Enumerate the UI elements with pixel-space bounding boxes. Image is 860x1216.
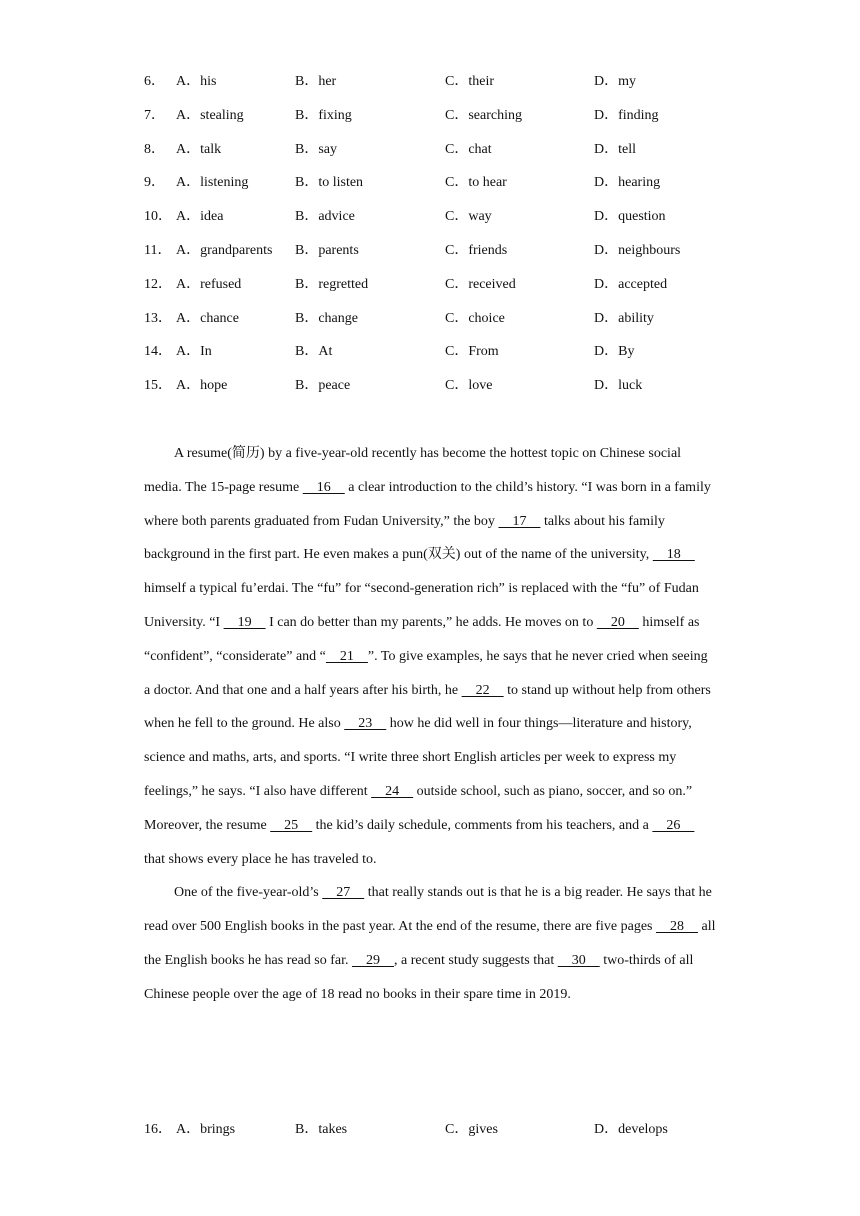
- option-d: D．finding: [594, 107, 659, 123]
- passage-paragraph-1: [144, 437, 716, 876]
- option-d: D．develops: [594, 1122, 668, 1137]
- option-c: C．their: [445, 74, 494, 89]
- question-number: 13．: [144, 310, 172, 326]
- option-c: C．searching: [445, 107, 522, 123]
- option-b: B．change: [295, 310, 358, 326]
- option-a: A．hope: [176, 378, 228, 394]
- passage-text: the kid’s daily schedule, comments from his teachers, and a: [312, 817, 653, 833]
- passage-text: all the English books he has read so far.: [144, 919, 716, 968]
- option-d: D．ability: [594, 310, 654, 326]
- question-number: 6．: [144, 74, 165, 89]
- option-d: D．hearing: [594, 175, 661, 191]
- option-b: B．regretted: [295, 276, 369, 292]
- option-a: A．idea: [176, 209, 224, 225]
- answer-blank: 27: [322, 885, 365, 901]
- answer-blank: 26: [652, 817, 695, 833]
- option-b: B．peace: [295, 378, 351, 394]
- answer-blank: 22: [461, 682, 504, 698]
- question-number: 9．: [144, 175, 165, 191]
- option-b: B．say: [295, 141, 337, 157]
- option-c: C．to hear: [445, 175, 507, 191]
- passage-text: I can do better than my parents,” he adds. He moves on to: [265, 614, 597, 630]
- option-c: C．gives: [445, 1122, 498, 1137]
- reading-passage: [144, 437, 716, 1012]
- passage-text: A resume(简历) by a five-year-old recently has become the hottest topic on Chinese social media. The 15-page resume: [144, 446, 682, 495]
- option-c: C．From: [445, 344, 499, 360]
- option-a: A．grandparents: [176, 243, 273, 258]
- option-a: A．refused: [176, 276, 242, 292]
- question-number: 7．: [144, 107, 165, 123]
- option-a: A．his: [176, 74, 217, 89]
- passage-text: to stand up without help from others when he fell to the ground. He also: [144, 682, 711, 732]
- option-a: A．In: [176, 344, 212, 360]
- passage-text: talks about his family background in the first part. He even makes a pun(双关) out of the name of the university,: [144, 513, 665, 563]
- option-b: B．fixing: [295, 107, 352, 123]
- option-d: D．By: [594, 344, 635, 360]
- passage-text: himself as “confident”, “considerate” and “: [144, 614, 700, 664]
- question-number: 10．: [144, 209, 172, 225]
- option-d: D．question: [594, 209, 666, 225]
- answer-blank: 17: [498, 513, 541, 529]
- answer-blank: 19: [223, 614, 266, 630]
- option-b: B．her: [295, 74, 337, 89]
- passage-text: One of the five-year-old’s: [174, 885, 323, 901]
- passage-text: ”. To give examples, he says that he never cried when seeing a doctor. And that one and a half years after his birth, he: [144, 648, 708, 698]
- option-c: C．way: [445, 209, 492, 225]
- option-d: D．tell: [594, 141, 636, 157]
- answer-blank: 29: [352, 952, 395, 968]
- option-c: C．love: [445, 378, 493, 394]
- answer-blank: 25: [270, 817, 313, 833]
- question-number: 16．: [144, 1122, 172, 1137]
- passage-paragraph-2: [144, 876, 716, 1011]
- option-d: D．my: [594, 74, 636, 89]
- option-b: B．parents: [295, 243, 359, 258]
- answer-blank: 30: [557, 952, 600, 968]
- question-number: 12．: [144, 276, 172, 292]
- option-a: A．listening: [176, 175, 249, 191]
- passage-text: , a recent study suggests that: [394, 952, 558, 968]
- answer-blank: 20: [596, 614, 639, 630]
- answer-blank: 23: [344, 716, 387, 732]
- option-a: A．stealing: [176, 107, 244, 123]
- answer-blank: 24: [371, 783, 414, 799]
- question-number: 15．: [144, 378, 172, 394]
- option-b: B．takes: [295, 1122, 348, 1137]
- option-d: D．luck: [594, 378, 643, 394]
- answer-blank: 16: [302, 479, 345, 495]
- option-a: A．talk: [176, 141, 222, 157]
- passage-text: that really stands out is that he is a big reader. He says that he read over 500 English books in the past year. At the end of the resume, there are five pages: [144, 885, 712, 935]
- option-b: B．to listen: [295, 175, 364, 191]
- passage-text: that shows every place he has traveled to.: [144, 851, 377, 867]
- option-c: C．choice: [445, 310, 505, 326]
- option-a: A．brings: [176, 1122, 236, 1137]
- option-d: D．neighbours: [594, 243, 681, 258]
- option-c: C．received: [445, 276, 516, 292]
- passage-text: how he did well in four things—literature and history, science and maths, arts, and sports. “I write three short English articles per week to express my feelings,” he says. “I also have different: [144, 716, 692, 799]
- answer-blank: 28: [656, 919, 699, 935]
- answer-blank: 18: [652, 547, 695, 563]
- passage-text: two-thirds of all Chinese people over the age of 18 read no books in their spare time in 2019.: [144, 952, 694, 1002]
- question-number: 8．: [144, 141, 165, 157]
- passage-text: outside school, such as piano, soccer, and so on.” Moreover, the resume: [144, 783, 693, 833]
- answer-blank: 21: [325, 648, 368, 664]
- option-a: A．chance: [176, 310, 239, 326]
- question-number: 14．: [144, 344, 172, 360]
- passage-text: a clear introduction to the child’s history. “I was born in a family where both parents graduated from Fudan University,” the boy: [144, 479, 711, 529]
- option-c: C．chat: [445, 141, 492, 157]
- option-d: D．accepted: [594, 276, 668, 292]
- question-number: 11．: [144, 243, 172, 258]
- option-b: B．advice: [295, 209, 355, 225]
- option-c: C．friends: [445, 243, 508, 258]
- option-b: B．At: [295, 344, 333, 360]
- passage-text: himself a typical fu’erdai. The “fu” for “second-generation rich” is replaced with the “fu” of Fudan University. “I: [144, 581, 699, 630]
